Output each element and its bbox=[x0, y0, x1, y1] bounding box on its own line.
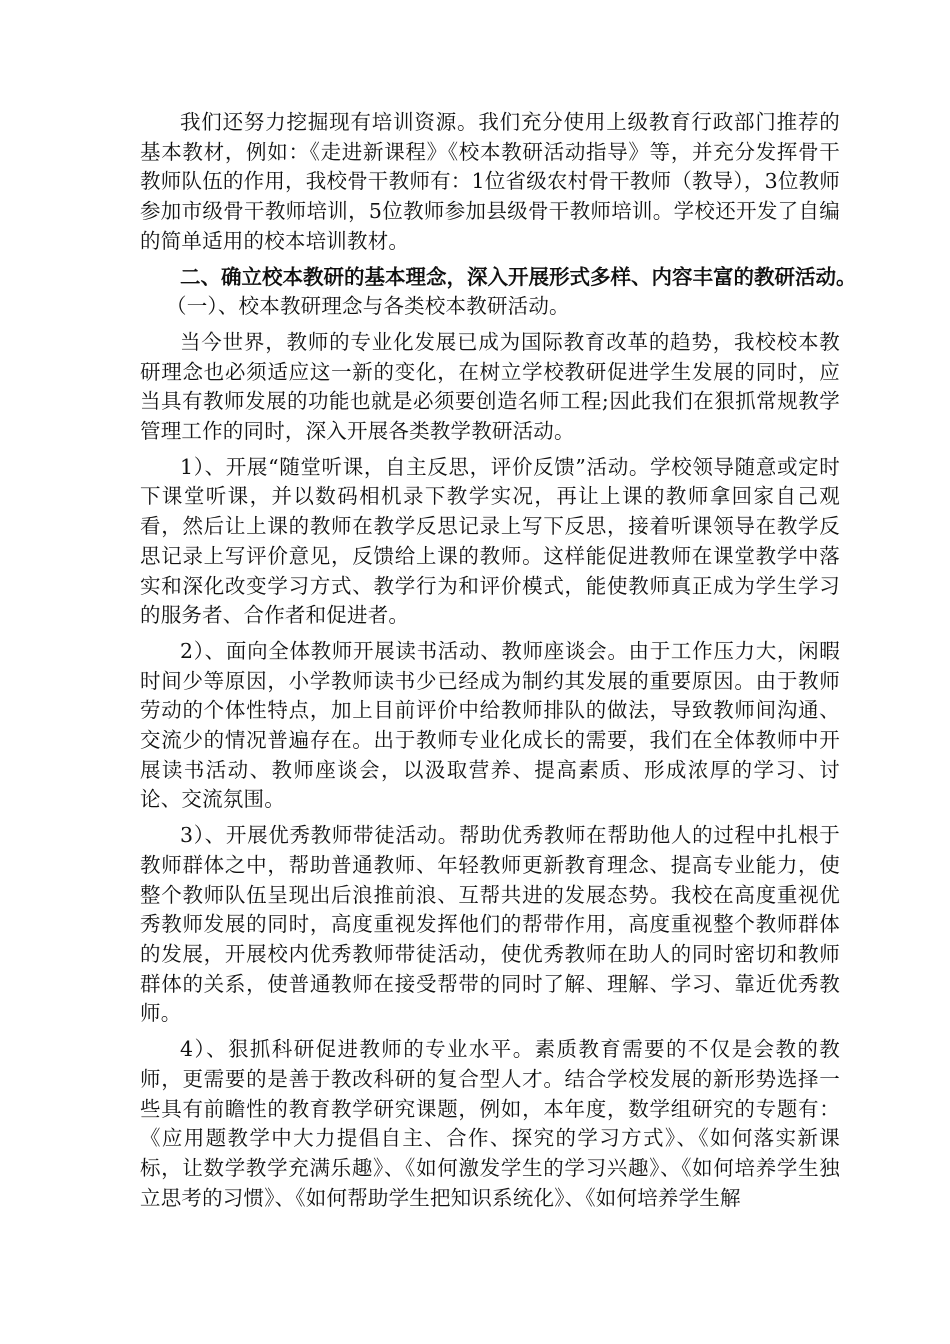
paragraph-activity-4: 4）、狠抓科研促进教师的专业水平。素质教育需要的不仅是会教的教师，更需要的是善于教改科研的复合型人才。结合学校发展的新形势选择一些具有前瞻性的教育教学研究课题，例如，本年度，数学组研究的专题有：《应用题教学中大力提倡自主、合作、探究的学习方式》、《如何落实新课标，让数学教学充满乐趣》、《如何激发学生的学习兴趣》、《如何培养学生独立思考的习惯》、《如何帮助学生把知识系统化》、《如何培养学生解 bbox=[140, 1037, 840, 1210]
paragraph-activity-1: 1）、开展“随堂听课，自主反思，评价反馈”活动。学校领导随意或定时下课堂听课，并以数码相机录下教学实况，再让上课的教师拿回家自己观看，然后让上课的教师在教学反思记录上写下反思，接着听课领导在教学反思记录上写评价意见，反馈给上课的教师。这样能促进教师在课堂教学中落实和深化改变学习方式、教学行为和评价模式，能使教师真正成为学生学习的服务者、合作者和促进者。 bbox=[140, 454, 840, 628]
document-page bbox=[140, 108, 857, 1213]
subsection-heading-1: （一）、校本教研理念与各类校本教研活动。 bbox=[166, 294, 570, 319]
paragraph-teaching-philosophy: 当今世界，教师的专业化发展已成为国际教育改革的趋势，我校校本教研理念也必须适应这一新的变化，在树立学校教研促进学生发展的同时，应当具有教师发展的功能也就是必须要创造名师工程;因此我们在狠抓常规教学管理工作的同时，深入开展各类教学教研活动。 bbox=[140, 329, 840, 444]
section-heading-2: 二、确立校本教研的基本理念，深入开展形式多样、内容丰富的教研活动。 bbox=[180, 264, 857, 289]
paragraph-training-resources: 我们还努力挖掘现有培训资源。我们充分使用上级教育行政部门推荐的基本教材，例如：《走进新课程》《校本教研活动指导》等，并充分发挥骨干教师队伍的作用，我校骨干教师有：1位省级农村骨干教师（教导），3位教师参加市级骨干教师培训，5位教师参加县级骨干教师培训。学校还开发了自编的简单适用的校本培训教材。 bbox=[140, 110, 840, 253]
paragraph-activity-3: 3）、开展优秀教师带徒活动。帮助优秀教师在帮助他人的过程中扎根于教师群体之中，帮助普通教师、年轻教师更新教育理念、提高专业能力，使整个教师队伍呈现出后浪推前浪、互帮共进的发展态势。我校在高度重视优秀教师发展的同时，高度重视发挥他们的帮带作用，高度重视整个教师群体的发展，开展校内优秀教师带徒活动，使优秀教师在助人的同时密切和教师群体的关系，使普通教师在接受帮带的同时了解、理解、学习、靠近优秀教师。 bbox=[140, 823, 840, 1026]
paragraph-activity-2: 2）、面向全体教师开展读书活动、教师座谈会。由于工作压力大，闲暇时间少等原因，小学教师读书少已经成为制约其发展的重要原因。由于教师劳动的个体性特点，加上目前评价中给教师排队的做法，导致教师间沟通、交流少的情况普遍存在。出于教师专业化成长的需要，我们在全体教师中开展读书活动、教师座谈会，以汲取营养、提高素质、形成浓厚的学习、讨论、交流氛围。 bbox=[140, 638, 840, 812]
